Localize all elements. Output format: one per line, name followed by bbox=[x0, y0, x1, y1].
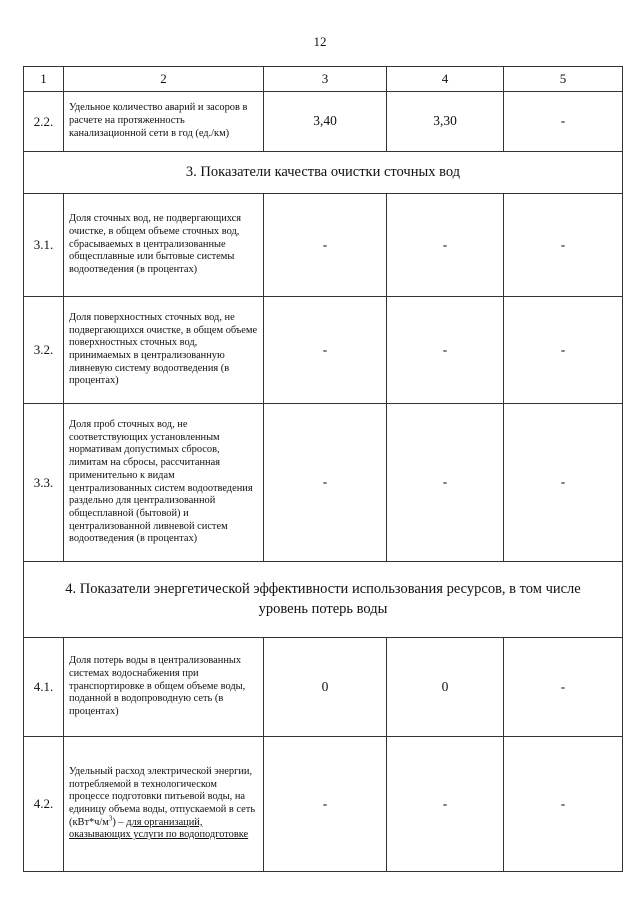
header-col-1: 1 bbox=[24, 67, 64, 92]
section-row bbox=[24, 152, 623, 194]
row-description: Доля потерь воды в централизованных системах водоснабжения при транспортировке в общем объеме воды, поданной в водопроводную сеть (в процентах) bbox=[64, 638, 264, 737]
table-row bbox=[24, 404, 623, 562]
row-value-col5: - bbox=[504, 194, 623, 297]
row-description: Удельное количество аварий и засоров в расчете на протяженность канализационной сети в год (ед./км) bbox=[64, 92, 264, 152]
row-value-col3: - bbox=[264, 404, 387, 562]
row-number: 3.3. bbox=[24, 404, 64, 562]
row-value-col3: - bbox=[264, 297, 387, 404]
row-description-text: Удельный расход электрической энергии, потребляемой в технологическом процессе подготовки питьевой воды, на единицу объема воды, отпускаемой в сеть (кВт*ч/м bbox=[69, 765, 256, 828]
row-value-col5: - bbox=[504, 737, 623, 872]
row-value-col5: - bbox=[504, 638, 623, 737]
row-value-col3: - bbox=[264, 194, 387, 297]
row-description bbox=[64, 737, 264, 872]
row-value-col4: 0 bbox=[387, 638, 504, 737]
row-value-col4: - bbox=[387, 404, 504, 562]
row-value-col4: 3,30 bbox=[387, 92, 504, 152]
table-row bbox=[24, 92, 623, 152]
row-value-col5: - bbox=[504, 297, 623, 404]
row-value-col4: - bbox=[387, 297, 504, 404]
row-description: Доля поверхностных сточных вод, не подвергающихся очистке, в общем объеме поверхностных сточных вод, принимаемых в централизованную ливневую систему водоотведения (в процентах) bbox=[64, 297, 264, 404]
section-row bbox=[24, 562, 623, 638]
table-row bbox=[24, 638, 623, 737]
row-number: 4.1. bbox=[24, 638, 64, 737]
row-value-col5: - bbox=[504, 404, 623, 562]
table-row bbox=[24, 737, 623, 872]
table-row bbox=[24, 194, 623, 297]
row-number: 3.2. bbox=[24, 297, 64, 404]
header-col-4: 4 bbox=[387, 67, 504, 92]
underlined-note: для организаций, оказывающих услуги по водоподготовке bbox=[69, 816, 249, 841]
header-col-5: 5 bbox=[504, 67, 623, 92]
row-value-col3: 3,40 bbox=[264, 92, 387, 152]
row-number: 2.2. bbox=[24, 92, 64, 152]
row-description-dash: ) – bbox=[112, 816, 127, 828]
row-value-col4: - bbox=[387, 737, 504, 872]
row-number: 4.2. bbox=[24, 737, 64, 872]
row-description: Доля сточных вод, не подвергающихся очистке, в общем объеме сточных вод, сбрасываемых в централизованные общесплавные или бытовые системы водоотведения (в процентах) bbox=[64, 194, 264, 297]
row-number: 3.1. bbox=[24, 194, 64, 297]
header-col-3: 3 bbox=[264, 67, 387, 92]
section-heading-4: 4. Показатели энергетической эффективности использования ресурсов, в том числе уровень потерь воды bbox=[24, 562, 623, 638]
row-value-col5: - bbox=[504, 92, 623, 152]
header-col-2: 2 bbox=[64, 67, 264, 92]
row-description: Доля проб сточных вод, не соответствующих установленным нормативам допустимых сбросов, лимитам на сбросы, рассчитанная применительно к видам централизованных систем водоотведения раздельно для централизованной общесплавной (бытовой) и централизованной ливневой систем водоотведения (в процентах) bbox=[64, 404, 264, 562]
row-value-col3: - bbox=[264, 737, 387, 872]
page-number: 12 bbox=[313, 34, 327, 49]
section-heading-3: 3. Показатели качества очистки сточных вод bbox=[24, 152, 623, 194]
table-row bbox=[24, 297, 623, 404]
header-row bbox=[24, 67, 623, 92]
superscript-exponent: 3 bbox=[108, 814, 113, 823]
row-value-col4: - bbox=[387, 194, 504, 297]
row-value-col3: 0 bbox=[264, 638, 387, 737]
indicators-table bbox=[23, 66, 623, 872]
